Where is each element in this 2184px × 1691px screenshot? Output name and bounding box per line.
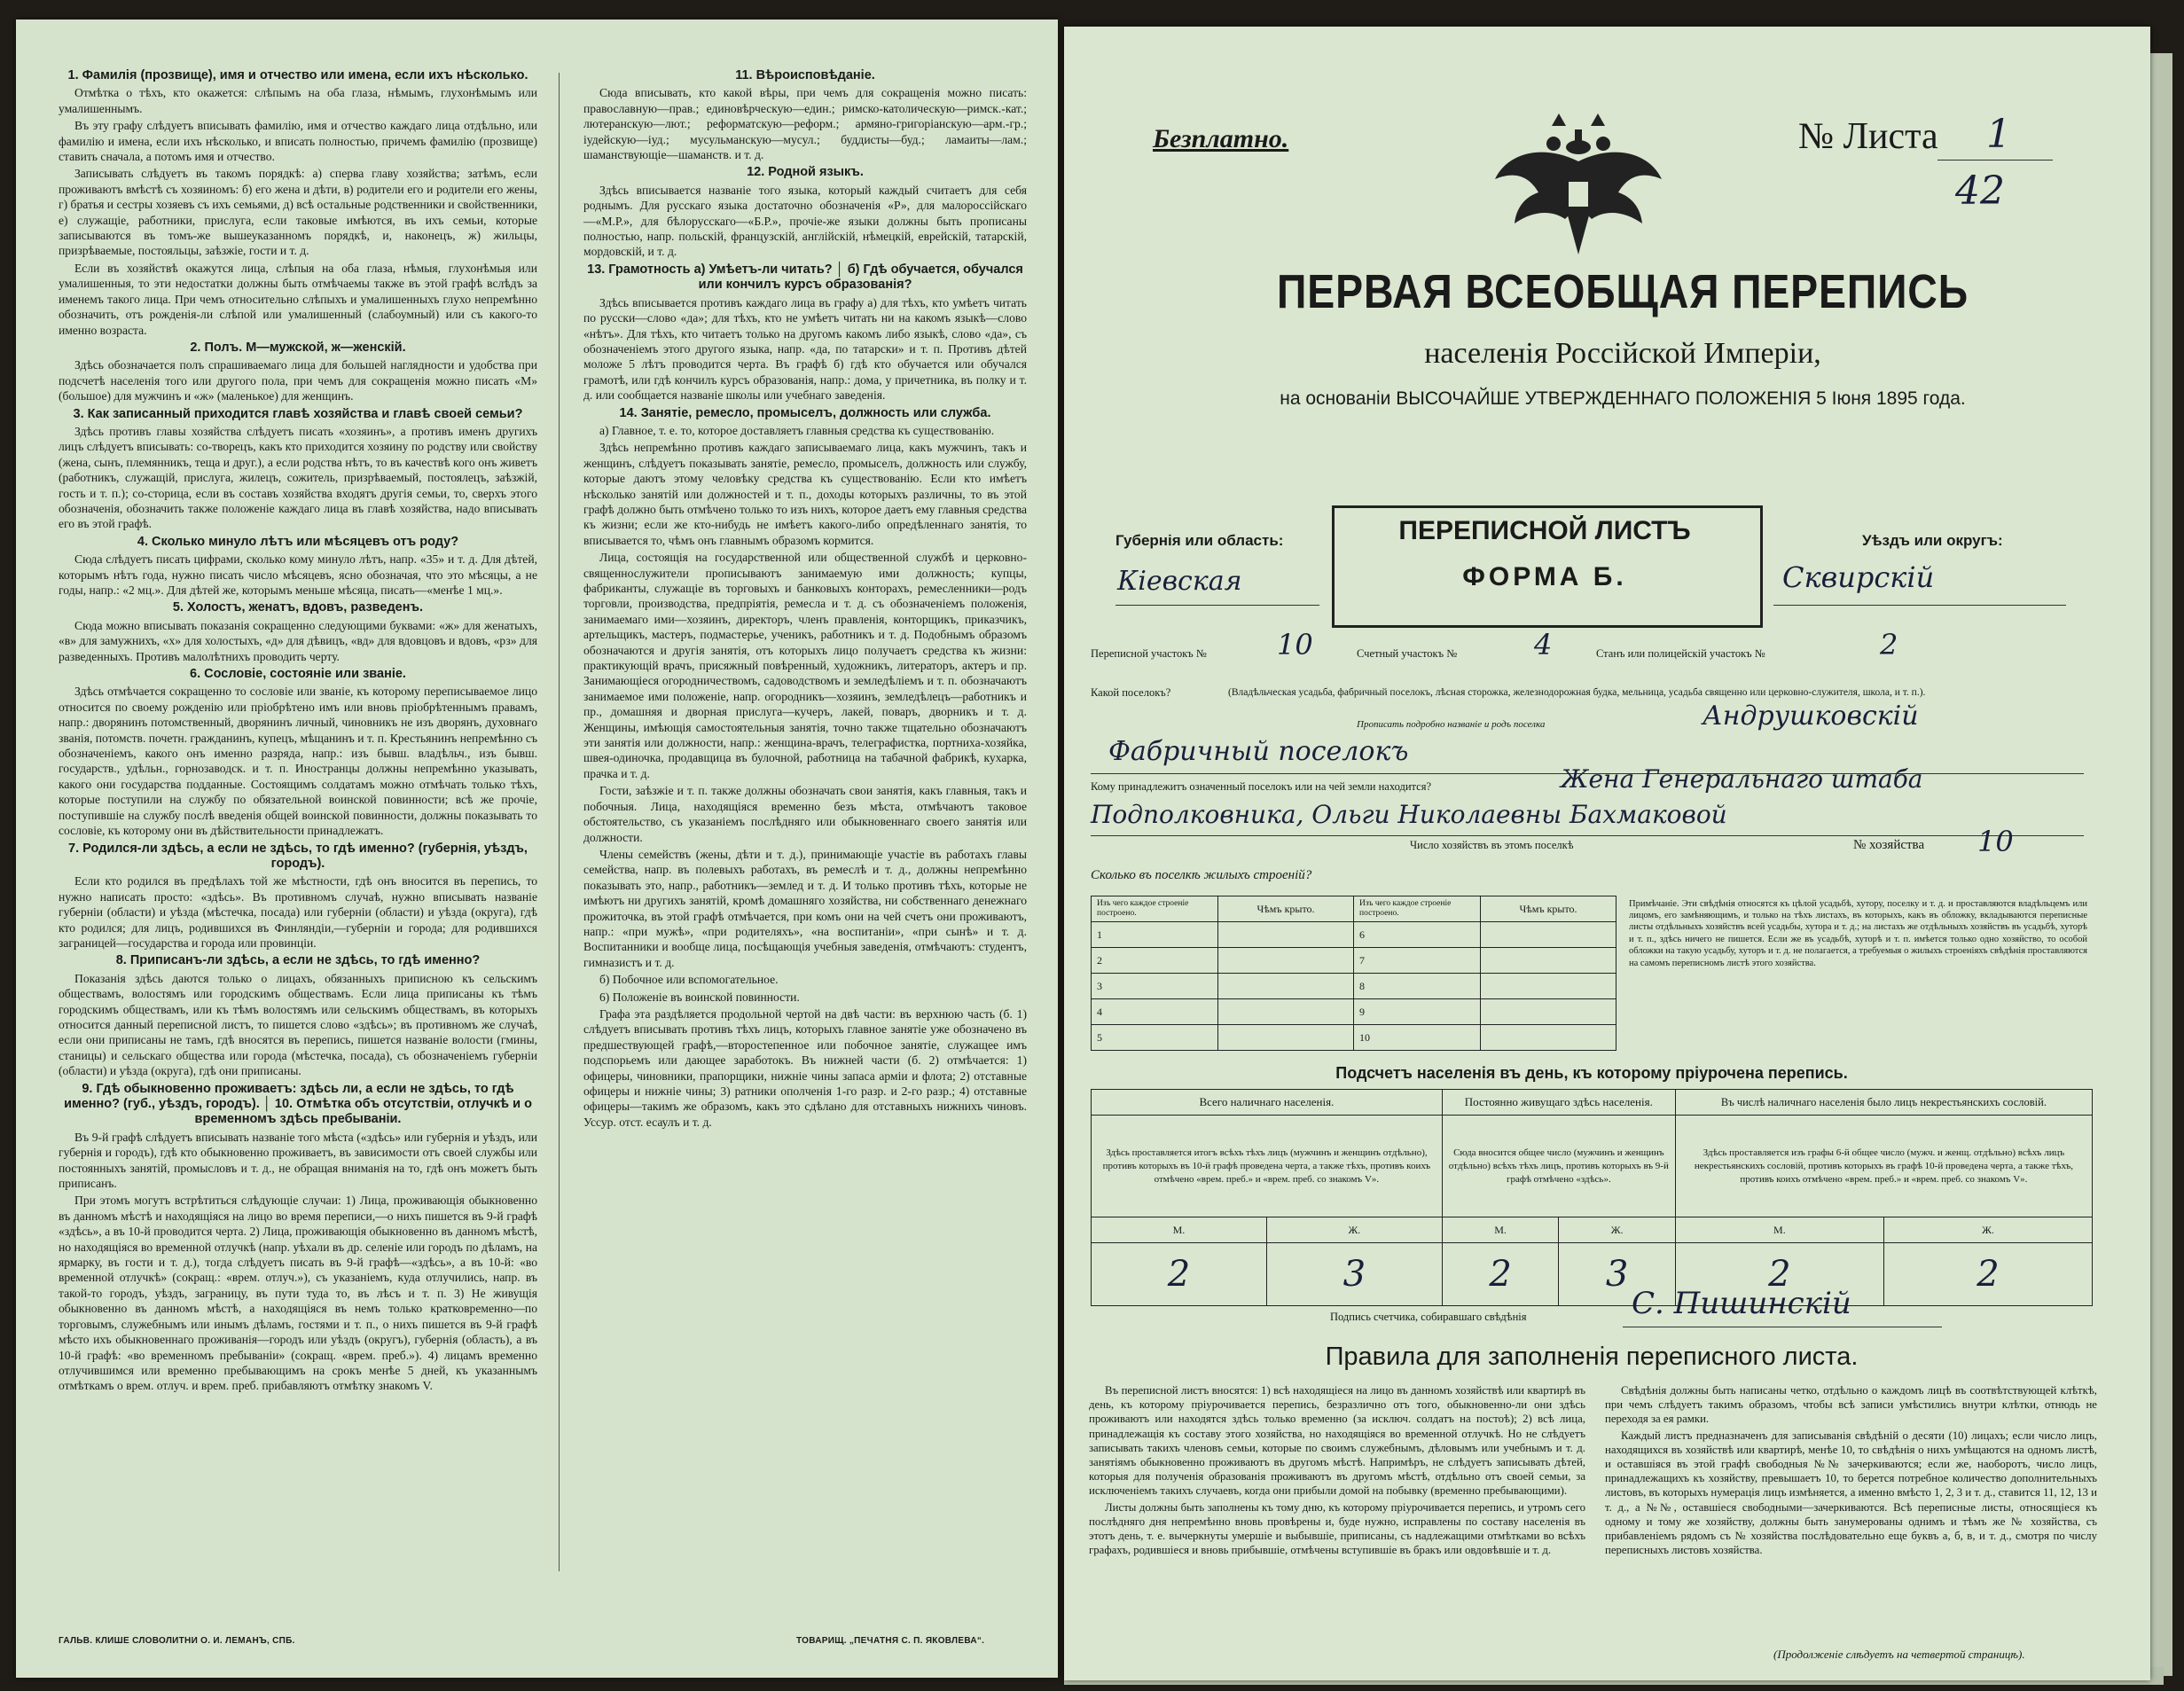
rule-section-title: 4. Сколько минуло лѣтъ или мѣсяцевъ отъ роду? [137,534,459,549]
non-peasant-header: Въ числѣ наличнаго населенія было лицъ некрестьянскихъ сословій. [1675,1090,2092,1116]
rule-paragraph: Здѣсь вписывается противъ каждаго лица въ графу а) для тѣхъ, кто умѣетъ читать по русски—слово «да»; для тѣхъ, кто не умѣетъ читать ни на какомъ языкѣ—слово «нѣтъ». Для тѣхъ, кто читаетъ только на другомъ какомъ либо языкѣ, слово «да», съ обозначеніемъ этого другого языка, напр. «да, по татарски» и т. п. Противъ дѣтей моложе 5 лѣтъ проводится черта. Въ графѣ б) гдѣ кто обучается или обучался грамотѣ, или гдѣ кончилъ курсъ образованія, напр.: дома, у причетника, въ полку и т. д. или сообщается названіе школы или учебнаго заведенія. [583,295,1027,403]
rule-section-title: 7. Родился-ли здѣсь, а если не здѣсь, то гдѣ именно? (губернія, уѣздъ, городъ). [68,841,528,871]
rule-paragraph: Члены семействъ (жены, дѣти и т. д.), принимающіе участіе въ работахъ главы семейства, напр. въ полевыхъ работахъ, въ ремеслѣ и т. д., должны непремѣнно показывать это, напр., работникъ—землед и т. д. И только противъ тѣхъ, которые не имѣютъ ни другихъ занятій, кромѣ домашняго хозяйства, ни собственнаго денежнаго прожиточка, въ этой графѣ отмѣчается, при комъ они на чей счетъ они проживаютъ, напр.: «при мужѣ», «при родителяхъ», «на воспитаніи», «при сынѣ» и т. д. Воспитанники и вообще лица, посѣщающія учебныя заведенія, отмѣчаютъ: студентъ, гимназистъ и т. д. [583,847,1027,969]
total-population-desc: Здѣсь проставляется итогъ всѣхъ тѣхъ лицъ (мужчинъ и женщинъ отдѣльно), противъ которыхъ въ 10-й графѣ проведена черта, а также тѣхъ, противъ коихъ отмѣчено «врем. преб.» и «врем. преб. со знакомъ V». [1092,1116,1443,1217]
building-row-number: 1 [1092,922,1218,948]
district-value: 10 [1277,628,1313,662]
rule-paragraph: При этомъ могутъ встрѣтиться слѣдующіе случаи: 1) Лица, проживающія обыкновенно въ данномъ мѣстѣ и находящіяся на лицо во время переписи,—о нихъ пишется въ 9-й графѣ «здѣсь», а въ 10-й проводится черта. 2) Лица, проживающія обыкновенно въ данномъ мѣстѣ, но находящіяся во временной отлучкѣ (напр. уѣхали въ др. селеніе или городъ по дѣламъ, на ярмарку, въ гости и т. д.), тогда слѣдуетъ писать въ 9-й графѣ—«здѣсь», а въ 10-й: «во временной отлучкѣ» (сокращ.: «врем. отлуч.»), съ указаніемъ, куда отлучились, напр. въ такой-то городъ, уѣздъ, заграницу, въ пути туда то, въ лѣсъ и т. п. 3) Не живущія обыкновенно въ данномъ мѣстѣ, а находящіяся въ немъ только кратковременно—по торговымъ, служебнымъ или инымъ дѣламъ, гостями и т. п., о нихъ пишется въ 9-й графѣ мѣсто ихъ обыкновеннаго проживанія—городъ или уѣздъ (округъ), губернія (область), а въ 10-й графѣ: «во временномъ пребываніи» (сокращ. «врем. преб.»). 4) лицамъ временно отлучившимся или временно пребывающимъ на срокъ менѣе 5 дней, къ указаннымъ отмѣткамъ о врем. отлуч. и врем. преб. прибавляютъ отмѣтку знакомъ V. [59,1194,537,1393]
building-row-number: 3 [1092,974,1218,999]
rule-section-title: 1. Фамилія (прозвище), имя и отчество или имена, если ихъ нѣсколько. [67,68,528,82]
building-row-number: 10 [1354,1025,1481,1051]
building-row-number: 5 [1092,1025,1218,1051]
col-building-header-2: Изъ чего каждое строеніе построено. [1354,896,1481,922]
female-subheader: Ж. [1559,1217,1676,1243]
rule-paragraph: Если кто родился въ предѣлахъ той же мѣстности, гдѣ онъ вносится въ перепись, то нужно написать просто: «здѣсь». Въ противномъ случаѣ, нужно вписывать названіе губерніи (области) и уѣзда (мѣстечка, посада) или губерніи (области) и уѣзда (округа), гдѣ кто родился; для лицъ, родившихся въ Финляндіи,—губерніи и города; для родившихся заграницей—государства и города или провинціи. [59,874,537,950]
permanent-male-count: 2 [1442,1243,1559,1306]
non-peasant-female-count: 2 [1883,1243,2092,1306]
rule-paragraph: Лица, состоящія на государственной или общественной службѣ и церковно-священнослужители прописываютъ занимаемую ими должность; купцы, фабриканты, служащіе въ торговыхъ и банковыхъ конторахъ, ремесленники—родъ торговли, производства, предпріятія, ремесла и т. д. съ обозначеніемъ положенія, занимаемаго ими—хозяинъ, директоръ, членъ правленія, конторщикъ, приказчикъ, артельщикъ, мастеръ, подмастерье, ученикъ, работникъ и т. д. Подобнымъ образомъ обозначаются и другія занятія, отъ которыхъ лицо получаетъ средства къ жизни: практикующій врачъ, присяжный повѣренный, художникъ, литераторъ, актеръ и пр. Занимающіеся огородничествомъ, садоводствомъ и земледѣліемъ и т. п. обозначаютъ занимаемое ими положеніе, напр. огородникъ—хозяинъ, земледѣлецъ—работникъ и пр., домашняя и дворная прислуга—кучеръ, лакей, поваръ, дворникъ и т. д. Женщины, имѣющія самостоятельныя занятія, точно также тщательно обозначаютъ эти занятія или должности, напр.: женщина-врачъ, телеграфистка, портниха-хозяйка, швея-одиночка, продавщица въ булочной, работница на табачной фабрикѣ, кухарка, прачка и т. д. [583,551,1027,780]
uezd-value: Сквирскій [1782,560,1935,594]
rule-paragraph: Здѣсь обозначается полъ спрашиваемаго лица для большей наглядности и удобства при подсчетѣ населенія того или другого пола, при чемъ для сокращенія можно писать «М» (большое) для мужчинъ и «ж» (маленькое) для женщинъ. [59,358,537,403]
right-page [1064,27,2150,1680]
rule-paragraph: Сюда вписывать, кто какой вѣры, при чемъ для сокращенія можно писать: православную—прав.; единовѣрческую—един.; римско-католическую—римск.-кат.; лютеранскую—лют.; реформатскую—реформ.; армяно-григоріанскую—арм.-гр.; іудейскую—іуд.; мусульманскую—мусул.; буддисты—буд.; ламаиты—лам.; шаманствующіе—шаманств. и т. д. [583,86,1027,162]
col-roof-header: Чѣмъ крыто. [1218,896,1354,922]
population-count-title: Подсчетъ населенія въ день, къ которому пріурочена перепись. [1335,1064,1848,1082]
census-title: ПЕРВАЯ ВСЕОБЩАЯ ПЕРЕПИСЬ [1277,265,1969,318]
rule-paragraph: Въ 9-й графѣ слѣдуетъ вписывать названіе того мѣста («здѣсь» или губернія и уѣздъ, или губернія и городъ), гдѣ кто обыкновенно проживаетъ, въ зависимости отъ своей службы или постоянныхъ занятій, промысловъ и т. д., не обращая вниманія на то, гдѣ онъ можетъ быть приписанъ. [59,1130,537,1191]
building-row-number: 6 [1354,922,1481,948]
rules-paragraph: Свѣдѣнія должны быть написаны четко, отдѣльно о каждомъ лицѣ въ соотвѣтствующей клѣткѣ, при чемъ слѣдуетъ такимъ образомъ, чтобы всѣ записи умѣстились внутри клѣтки, отнюдь не переходя за ея рамки. [1605,1384,2097,1426]
rules-text-col-1 [1089,1383,1585,1559]
permanent-population-header: Постоянно живущаго здѣсь населенія. [1442,1090,1675,1116]
gubernia-label: Губернія или область: [1115,532,1284,549]
rules-column-1 [59,66,537,1396]
owner-value-2: Подполковника, Ольги Николаевны Бахмаковой [1091,800,1727,829]
rule-paragraph: Здѣсь противъ главы хозяйства слѣдуетъ писать «хозяинъ», а противъ именъ другихъ лицъ слѣдуетъ вписывать: со-творецъ, какъ кто приходится хозяину по родству или свойству (жена, сынъ, племянникъ, теща и друг.), а если родства нѣтъ, то въ качествѣ кого онъ живетъ (работникъ, служащій, прислуга, жилецъ, сожитель, призрѣваемый, постоялецъ, заѣзжій, гость и т. п.); со-сторица, если въ составъ хозяйства входятъ другія семьи, то, сверхъ этого обозначенія, обозначить также положеніе каждаго лица въ главѣ хозяйства, надо вписывать его въ этой графѣ. [59,424,537,531]
gubernia-value: Кіевская [1117,566,1242,597]
rules-title: Правила для заполненія переписного листа. [1325,1343,1859,1371]
gubernia-line [1115,605,1319,606]
enumerator-signature: С. Пишинскій [1632,1286,1851,1321]
form-title: ПЕРЕПИСНОЙ ЛИСТЪ [1398,516,1691,545]
rule-section-title: 2. Полъ. М—мужской, ж—женскій. [190,340,406,355]
rule-paragraph: а) Главное, т. е. то, которое доставляетъ главныя средства къ существованію. [599,423,995,437]
census-subtitle: населенія Россійской Имперіи, [1424,337,1821,370]
col-building-header: Изъ чего каждое строеніе построено. [1092,896,1218,922]
owner-value-1: Жена Генеральнаго штаба [1561,764,1923,794]
archive-number: 42 [1955,168,2005,214]
permanent-female-count: 3 [1559,1243,1676,1306]
rule-paragraph: 6) Положеніе въ воинской повинности. [599,990,800,1004]
household-number-label: № хозяйства [1853,838,1925,852]
col-roof-header-2: Чѣмъ крыто. [1481,896,1616,922]
district-label: Переписной участокъ № [1091,647,1207,660]
stan-value: 2 [1880,628,1898,662]
building-row-number: 2 [1092,948,1218,974]
uezd-label: Уѣздъ или округъ: [1862,532,2003,549]
owner-label: Кому принадлежитъ означенный поселокъ или на чей земли находится? [1091,780,1432,793]
female-subheader: Ж. [1266,1217,1442,1243]
household-number-value: 10 [1977,825,2014,858]
signature-label: Подпись счетчика, собиравшаго свѣдѣнія [1330,1311,1527,1323]
left-page [16,20,1058,1678]
rule-section-title: 8. Приписанъ-ли здѣсь, а если не здѣсь, то гдѣ именно? [115,953,481,968]
rules-paragraph: Листы должны быть заполнены къ тому дню, къ которому пріурочивается перепись, и утромъ сего послѣдняго дня непремѣнно вновь провѣрены и, буде нужно, исправлены по составу населенія въ этотъ день, т. е. вычеркнуты умершіе и выбывшіе, приписаны, съ надлежащими отмѣтками во всѣхъ графахъ, родившіеся и вновь прибывшіе, отмѣчены вступившіе въ бракъ или овдовѣвшіе и т. д. [1089,1500,1585,1557]
continued-note: (Продолженіе слѣдуетъ на четвертой страницѣ). [1773,1648,2025,1661]
total-male-count: 2 [1092,1243,1267,1306]
rule-section-title: 3. Как записанный приходится главѣ хозяйства и главѣ своей семьи? [73,406,523,421]
population-table [1091,1089,2093,1306]
non-peasant-male-count: 2 [1675,1243,1883,1306]
rule-paragraph: Гости, заѣзжіе и т. п. также должны обозначать свои занятія, какъ главныя, такъ и побочныя. Лица, находящіяся временно безъ мѣста, отмѣчаютъ таковое обстоятельство, съ указаніемъ послѣдняго или обыкновеннаго своего занятія или должности. [583,784,1027,844]
printer-footer-left: ГАЛЬВ. КЛИШЕ СЛОВОЛИТНИ О. И. ЛЕМАНЪ, СПБ. [59,1636,295,1646]
buildings-label: Сколько въ поселкѣ жилыхъ строеній? [1091,868,1312,882]
rule-paragraph: Здѣсь отмѣчается сокращенно то сословіе или званіе, къ которому переписываемое лицо относится по своему рожденію или пріобрѣтено имъ или вновь пріобрѣтеннымъ правамъ, напр.: дворянинъ потомственный, дворянинъ личный, чиновникъ не изъ дворянъ, духовнаго званія, потомств. почетн. гражданинъ, купецъ, мѣщанинъ и т. п. Крестьянинъ непремѣнно съ обозначеніемъ, какого онъ именно разряда, напр.: изъ бывш. владѣльч., изъ бывш. государств., удѣльн., горнозаводск. и т. п. Иностранцы должны непремѣнно указывать, какого они государства подданные. Состоящимъ солдатамъ можно отмѣчать только тѣхъ, которые поступили на службу по обязательной воинской повинности; всѣ же прочіе, поступившіе на службу послѣ введенія общей воинской повинности, должны показывать то сословіе, къ которому они въ дѣйствительности принадлежатъ. [59,685,537,838]
building-row-number: 9 [1354,999,1481,1025]
rules-paragraph: Въ переписной листъ вносятся: 1) всѣ находящіеся на лицо въ данномъ хозяйствѣ или квартирѣ въ день, къ которому пріурочивается перепись, безразлично отъ того, обыкновенно-ли они здѣсь проживаютъ или находятся здѣсь только временно (за исключ. солдатъ на постоѣ); 2) всѣ лица, принадлежащія къ составу этого хозяйства, но находящіяся во временной отлучкѣ. Но не слѣдуетъ записывать такихъ членовъ семьи, которые по своимъ служебнымъ, дѣловымъ или учебнымъ и т. д. занятіямъ обыкновенно проживаютъ въ другомъ мѣстѣ. Напримѣръ, не слѣдуетъ записывать дѣтей, которыя для полученія образованія проживаютъ въ другомъ мѣстѣ, отдѣльно отъ своей семьи, за исключеніемъ такихъ случаевъ, когда они прибыли домой на побывку (временно пребывающими). [1089,1384,1585,1498]
settlement-hint-2: Прописать подробно названіе и родъ поселка [1357,719,1546,730]
uezd-line [1773,605,2066,606]
rule-paragraph: Здѣсь вписывается названіе того языка, который каждый считаетъ для себя роднымъ. Для русскаго языка достаточно обозначенія «Р», для малороссійскаго—«М.Р.», для бѣлорусскаго—«Б.Р.», прочіе-же языки должны быть прописаны полностью, напр. польскій, французскій, англійскій, нѣмецкій, еврейскій, татарскій, мордовскій, и т. д. [583,183,1027,259]
rule-paragraph: Сюда слѣдуетъ писать цифрами, сколько кому минуло лѣтъ, напр. «35» и т. д. Для дѣтей, которымъ нѣтъ года, нужно писать число мѣсяцевъ, ясно обозначая, что это мѣсяцы, а не годы, напр.: «2 мц.». Для дѣтей же, которымъ меньше мѣсяца, писать—«менѣе 1 мц.». [59,552,537,597]
settlement-type: Фабричный поселокъ [1108,736,1409,767]
settlement-hint: (Владѣльческая усадьба, фабричный поселокъ, лѣсная сторожка, железнодорожная будка, мельница, усадьба священно или церковно-служителя, школа, и т. п.). [1228,687,1926,698]
rules-paragraph: Каждый листъ предназначенъ для записыванія свѣдѣній о десяти (10) лицахъ; если число лицъ, находящихся въ хозяйствѣ или квартирѣ, менѣе 10, то свѣдѣнія о нихъ умѣщаются на одномъ листѣ, и оставшіяся въ этой графѣ свободныя №№ зачеркиваются; если же, наоборотъ, число лицъ, принадлежащихъ къ хозяйству, превышаетъ 10, то берется потребное количество дополнительныхъ листовъ, въ которыхъ нумерація лицъ измѣняется, а именно вмѣсто 1, 2, 3 и т. д., ставится 11, 12, 13 и т. д., а №№, оставшіеся свободными—зачеркиваются. Всѣ переписные листы, относящіеся къ одному и тому же хозяйству, должны быть занумерованы однимъ и тѣмъ же № хозяйства, съ прибавленіемъ рядомъ съ № хозяйства послѣдовательно еще буквъ а, б, в, и т. д., смотря по числу переписныхъ листовъ хозяйства. [1605,1429,2097,1557]
free-label: Безплатно. [1153,124,1289,153]
male-subheader: М. [1442,1217,1559,1243]
male-subheader: М. [1675,1217,1883,1243]
buildings-table [1091,896,2093,1051]
rule-section-title: 14. Занятіе, ремесло, промыселъ, должность или служба. [619,405,991,420]
rule-paragraph: Показанія здѣсь даются только о лицахъ, обязанныхъ приписною къ сельскимъ обществамъ, волостямъ или городскимъ обществамъ. Если лица приписаны къ тѣмъ городскимъ обществамъ, или къ тѣмъ волостямъ или сельскимъ обществамъ, въ которыхъ относится данный переписной листъ, то пишется слово «здѣсь»; въ противномъ же случаѣ, если они приписаны не тамъ, гдѣ вносятся въ перепись, пишется названіе волости (гмины, станицы) и сельскаго общества или города (мѣстечка, посада), съ обозначеніемъ губерніи (области) и уѣзда (округа), гдѣ они приписаны. [59,971,537,1078]
rule-section-title: 9. Гдѣ обыкновенно проживаетъ: здѣсь ли, а если не здѣсь, то гдѣ именно? (губ., уѣздъ, городъ). │ 10. Отмѣтка объ отсутствіи, отлучкѣ и о временномъ здѣсь пребываніи. [64,1081,532,1127]
permanent-population-desc: Сюда вносится общее число (мужчинъ и женщинъ отдѣльно) всѣхъ тѣхъ лицъ, противъ которыхъ въ 9-й графѣ отмѣчено «здѣсь». [1442,1116,1675,1217]
building-row-number: 7 [1354,948,1481,974]
printer-footer-right: ТОВАРИЩ. „ПЕЧАТНЯ С. П. ЯКОВЛЕВА“. [796,1636,985,1646]
form-subtitle: ФОРМА Б. [1462,562,1627,591]
male-subheader: М. [1092,1217,1267,1243]
total-population-header: Всего наличнаго населенія. [1092,1090,1443,1116]
rule-paragraph: Отмѣтка о тѣхъ, кто окажется: слѣпымъ на оба глаза, нѣмымъ, глухонѣмымъ или умалишеннымъ. [59,86,537,115]
building-row-number: 8 [1354,974,1481,999]
rule-paragraph: Записывать слѣдуетъ въ такомъ порядкѣ: а) сперва главу хозяйства; затѣмъ, если проживаютъ вмѣстѣ съ хозяиномъ: б) его жена и дѣти, в) родители его и родители его жены, г) братья и сестры хозяевъ съ ихъ семьями, д) всѣ остальные родственники и свойственники, е) служащіе, работники, прислуга, если таковые имѣются, въ ихъ семьи, которые записываются въ томъ-же вышеуказанномъ порядкѣ, и, наконецъ, ж) жильцы, призрѣваемые, постояльцы, заѣзжіе, гости и т. д. [59,167,537,258]
stan-label: Станъ или полицейскій участокъ № [1596,647,1765,660]
rule-section-title: 13. Грамотность а) Умѣетъ-ли читать? │ б) Гдѣ обучается, обучался или кончилъ курсъ образованія? [587,262,1023,293]
female-subheader: Ж. [1883,1217,2092,1243]
settlement-name: Андрушковскій [1703,701,1919,732]
non-peasant-desc: Здѣсь проставляется изъ графы 6-й общее число (мужч. и женщ. отдѣльно) всѣхъ лицъ некрестьянскихъ сословій, противъ которыхъ въ графѣ 10-й проведена черта, а также тѣхъ, противъ коихъ отмѣчено «врем. преб.» и «врем. преб. со знакомъ V». [1675,1116,2092,1217]
legal-basis: на основаніи ВЫСОЧАЙШЕ УТВЕРЖДЕННАГО ПОЛОЖЕНІЯ 5 Іюня 1895 года. [1280,388,1966,409]
sheet-number-value: 1 [1986,112,2011,157]
buildings-note: Примѣчаніе. Эти свѣдѣнія относятся къ цѣлой усадьбѣ, хутору, поселку и т. д. и проставляются владѣльцемъ или лицомъ, его замѣняющимъ, и только на тѣхъ листахъ, въ которыхъ, какъ въ обложку, вкладываются переписные листы отдѣльныхъ хозяйствъ всей усадьбы, хутора и т. д.; на листахъ же отдѣльныхъ хозяйствъ въ усадьбѣ, хуторѣ и т. п., здѣсь ничего не пишется. Если же въ усадьбѣ, хуторѣ и т. п. имѣется только одно хозяйство, то особой обложки на такую усадьбу, хуторъ и т. д. не полагается, а требуемыя о жилыхъ строеніяхъ свѣдѣнія проставляются на самомъ переписномъ листѣ этого хозяйства. [1629,898,2087,968]
total-female-count: 3 [1266,1243,1442,1306]
rule-section-title: 5. Холостъ, женатъ, вдовъ, разведенъ. [172,600,424,615]
sheet-number-label: № Листа [1798,116,1938,157]
rule-section-title: 11. Вѣроисповѣданіе. [735,68,875,82]
rules-column-2 [583,66,1027,1131]
column-divider [559,73,560,1571]
count-district-label: Счетный участокъ № [1357,647,1458,660]
rule-paragraph: Сюда можно вписывать показанія сокращенно следующими буквами: «ж» для женатыхъ, «в» для замужнихъ, «х» для холостыхъ, «д» для дѣвицъ, «вд» для вдовцовъ и вдовъ, «рз» для разведенныхъ. Противъ малолѣтнихъ проводить черту. [59,618,537,663]
coat-of-arms-emblem [1490,108,1667,259]
rule-paragraph: Если въ хозяйствѣ окажутся лица, слѣпыя на оба глаза, нѣмыя, глухонѣмыя или умалишенныя, то эти недостатки должны быть отмѣчаемы также въ этой графѣ вслѣдъ за именемъ такого лица. При чемъ относительно слѣпыхъ и умалишенныхъ глухо непремѣнно обозначить, отъ рожденія-ли слѣпой или умалишенный (слабоумный) или съ какого-то именно возраста. [59,261,537,337]
rule-paragraph: Графа эта раздѣляется продольной чертой на двѣ части: въ верхнюю часть (б. 1) слѣдуетъ вписывать противъ тѣхъ лицъ, которыхъ главное занятіе уже обозначено въ предшествующей графѣ,—второстепенное или побочное занятіе, служащее имъ подспорьемъ или дающее заработокъ. Въ нижней части (б. 2) отмѣчается: 1) офицеры, чиновники, прапорщики, нижніе чины запаса армiи и флота; 2) отставные офицеры и нижніе чины; 3) ратники ополченія 1-го разр. и 2-го разр.; 4) отставные офицеры—такимъ же образомъ, какъ это сдѣлано для отставныхъ нижнихъ чиновъ. Уссур. отст. есаулъ и т. д. [583,1006,1027,1129]
building-row-number: 4 [1092,999,1218,1025]
rule-section-title: 12. Родной языкъ. [747,165,864,180]
rule-paragraph: Въ эту графу слѣдуетъ вписывать фамилію, имя и отчество каждаго лица отдѣльно, или фамилію и имена, если ихъ нѣсколько, и вписать полностью, причемъ фамилію (прозвище) ставить сначала, а потомъ имя и отчество. [59,119,537,164]
rule-paragraph: Здѣсь непремѣнно противъ каждаго записываемаго лица, какъ мужчинъ, такъ и женщинъ, слѣдуетъ показывать занятіе, ремесло, промыселъ, должность или службу, которые даютъ этому человѣку средства къ существованію. Если кто имѣетъ нѣсколько занятій или должностей и т. п., доходы которыхъ различны, то въ этой графѣ должно быть отмѣчено только то изъ нихъ, которое даетъ ему главныя средства къ жизни; если же кто-нибудь не имѣетъ какого-либо опредѣленнаго занятія, то вписывается то, чѣмъ онъ главнымъ образомъ кормится. [583,441,1027,547]
settlement-label: Какой поселокъ? [1091,686,1171,699]
households-label: Число хозяйствъ въ этомъ поселкѣ [1410,839,1574,851]
owner-line [1091,835,2084,836]
rule-paragraph: б) Побочное или вспомогательное. [599,973,779,987]
rules-text-col-2 [1605,1383,2097,1559]
count-district-value: 4 [1534,628,1553,662]
rule-section-title: 6. Сословіе, состояніе или званіе. [190,667,406,682]
